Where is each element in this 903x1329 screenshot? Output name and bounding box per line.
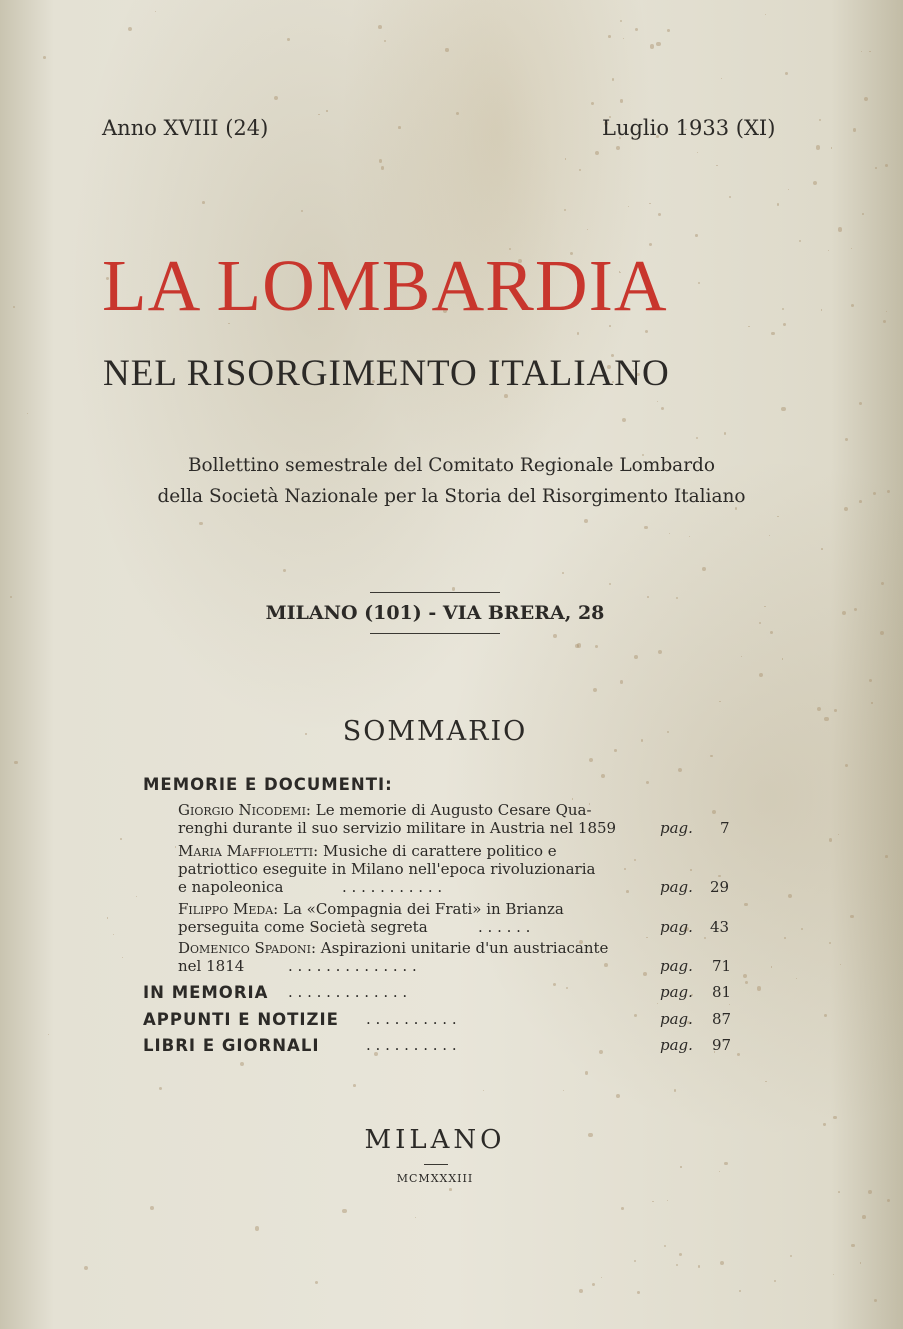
toc-page-label: pag. [660, 918, 693, 936]
foxing-speck [833, 1274, 834, 1275]
foxing-speck [155, 11, 156, 12]
foxing-speck [622, 418, 626, 422]
foxing-speck [553, 983, 556, 986]
foxing-speck [853, 128, 857, 132]
foxing-speck [781, 407, 785, 411]
foxing-speck [575, 644, 579, 648]
foxing-speck [757, 986, 761, 990]
foxing-speck [886, 311, 887, 312]
toc-entry-2-line-1 [178, 842, 557, 860]
toc-page-number: 87 [712, 1010, 732, 1028]
foxing-speck [48, 1034, 49, 1035]
foxing-speck [593, 688, 597, 692]
foxing-speck [729, 1004, 730, 1005]
foxing-speck [620, 20, 622, 22]
foxing-speck [315, 1281, 318, 1284]
foxing-speck [674, 1089, 676, 1091]
foxing-speck [664, 1245, 666, 1247]
foxing-speck [150, 1206, 154, 1210]
foxing-speck [862, 213, 864, 215]
foxing-speck [669, 533, 670, 534]
foxing-speck [739, 1290, 741, 1292]
foxing-speck [799, 240, 801, 242]
foxing-speck [838, 227, 842, 231]
foxing-speck [885, 855, 888, 858]
foxing-speck [159, 1087, 162, 1090]
issue-annata: Anno XVIII (24) [102, 116, 269, 140]
foxing-speck [452, 587, 456, 591]
foxing-speck [643, 972, 647, 976]
foxing-speck [771, 966, 772, 967]
foxing-speck [620, 680, 624, 684]
foxing-speck [782, 658, 784, 660]
foxing-speck [724, 1162, 727, 1165]
foxing-speck [845, 764, 848, 767]
foxing-speck [790, 1255, 792, 1257]
foxing-speck [729, 196, 731, 198]
foxing-speck [828, 250, 829, 251]
foxing-speck [861, 51, 862, 52]
foxing-speck [10, 596, 12, 598]
foxing-speck [788, 189, 789, 190]
foxing-speck [13, 306, 15, 308]
foxing-speck [591, 102, 594, 105]
foxing-speck [869, 679, 872, 682]
toc-entry-text: : La «Compagnia dei Frati» in Brianza [273, 900, 564, 918]
foxing-speck [646, 781, 649, 784]
foxing-speck [813, 181, 817, 185]
foxing-speck [667, 29, 670, 32]
foxing-speck [456, 112, 459, 115]
foxing-speck [667, 1200, 668, 1201]
foxing-speck [741, 656, 742, 657]
foxing-speck [634, 859, 637, 862]
toc-entry-4-line-1 [178, 939, 608, 957]
toc-page-label: pag. [660, 819, 693, 837]
foxing-speck [801, 928, 803, 930]
toc-entry-3-line-2: perseguita come Società segreta [178, 918, 428, 936]
foxing-speck [635, 28, 638, 31]
foxing-speck [851, 248, 852, 249]
foxing-speck [698, 1265, 701, 1268]
foxing-speck [817, 707, 821, 711]
foxing-speck [646, 937, 647, 938]
foxing-speck [796, 978, 797, 979]
foxing-speck [579, 169, 581, 171]
publisher-address: MILANO (101) - VIA BRERA, 28 [265, 602, 605, 624]
foxing-speck [845, 438, 848, 441]
foxing-speck [601, 774, 605, 778]
foxing-speck [718, 875, 720, 877]
foxing-speck [838, 834, 839, 835]
foxing-speck [875, 167, 877, 169]
toc-section-appunti: APPUNTI E NOTIZIE [143, 1010, 339, 1029]
toc-entry-text: : Aspirazioni unitarie d'un austriacante [310, 939, 609, 957]
foxing-speck [719, 701, 720, 702]
foxing-speck [624, 868, 626, 870]
foxing-speck [27, 413, 28, 414]
foxing-speck [579, 1289, 583, 1293]
foxing-speck [689, 536, 690, 537]
foxing-speck [871, 702, 872, 703]
toc-section-libri: LIBRI E GIORNALI [143, 1036, 320, 1055]
foxing-speck [844, 507, 848, 511]
foxing-speck [859, 402, 862, 405]
foxing-speck [120, 838, 122, 840]
foxing-speck [202, 201, 205, 204]
toc-entry-author: Maria Maffioletti [178, 842, 314, 860]
foxing-speck [616, 146, 620, 150]
foxing-speck [759, 673, 763, 677]
foxing-speck [563, 1090, 564, 1091]
foxing-speck [860, 1262, 861, 1263]
foxing-speck [612, 78, 615, 81]
foxing-speck [744, 903, 747, 906]
foxing-speck [577, 332, 579, 334]
foxing-speck [623, 38, 624, 39]
foxing-speck [326, 110, 327, 111]
foxing-speck [381, 166, 384, 169]
foxing-speck [634, 1260, 636, 1262]
toc-page-number: 29 [710, 878, 730, 896]
foxing-speck [658, 650, 662, 654]
foxing-speck [128, 27, 132, 31]
foxing-speck [710, 755, 712, 757]
foxing-speck [690, 869, 691, 870]
foxing-speck [564, 209, 566, 211]
foxing-speck [645, 330, 648, 333]
foxing-speck [771, 332, 775, 336]
foxing-speck [601, 1277, 602, 1278]
foxing-speck [679, 1253, 682, 1256]
toc-page-number: 81 [712, 983, 732, 1001]
foxing-speck [107, 917, 108, 918]
foxing-speck [565, 158, 566, 159]
foxing-speck [644, 526, 648, 530]
toc-leader-dots: . . . . . . . . . . . . . . [288, 957, 417, 975]
footer-rule [424, 1164, 448, 1165]
toc-entry-1-line-2: renghi durante il suo servizio militare in Austria nel 1859 [178, 819, 617, 837]
foxing-speck [695, 234, 698, 237]
foxing-speck [862, 1215, 866, 1219]
foxing-speck [584, 519, 588, 523]
divider-bottom [370, 633, 500, 634]
foxing-speck [449, 1188, 452, 1191]
foxing-speck [608, 35, 611, 38]
toc-page-number: 97 [712, 1036, 732, 1054]
foxing-speck [84, 1266, 88, 1270]
toc-page-number: 71 [712, 957, 732, 975]
foxing-speck [14, 761, 17, 764]
foxing-speck [592, 1283, 595, 1286]
foxing-speck [634, 655, 638, 659]
foxing-speck [770, 631, 773, 634]
foxing-speck [656, 42, 660, 46]
foxing-speck [864, 97, 868, 101]
toc-entry-text: : Musiche di carattere politico e [313, 842, 557, 860]
toc-entry-author: Filippo Meda [178, 900, 274, 918]
foxing-speck [712, 810, 716, 814]
foxing-speck [833, 1116, 837, 1120]
sommario-heading: SOMMARIO [342, 716, 528, 747]
foxing-speck [175, 846, 176, 847]
foxing-speck [122, 957, 123, 958]
foxing-speck [595, 645, 598, 648]
foxing-speck [824, 1014, 827, 1017]
toc-entry-3-line-1 [178, 900, 564, 918]
foxing-speck [783, 323, 786, 326]
toc-leader-dots: . . . . . . [478, 918, 531, 936]
foxing-speck [199, 522, 203, 526]
toc-leader-dots: . . . . . . . . . . [366, 1010, 457, 1028]
foxing-speck [678, 768, 682, 772]
toc-leader-dots: . . . . . . . . . . . . . [288, 983, 408, 1001]
foxing-speck [566, 987, 568, 989]
toc-page-label: pag. [660, 983, 693, 1001]
foxing-speck [384, 40, 386, 42]
foxing-speck [255, 1226, 259, 1230]
foxing-speck [658, 213, 661, 216]
foxing-speck [697, 152, 698, 153]
foxing-speck [398, 126, 401, 129]
foxing-speck [840, 964, 841, 965]
foxing-speck [777, 203, 780, 206]
foxing-speck [765, 14, 766, 15]
foxing-speck [881, 582, 884, 585]
foxing-speck [769, 535, 771, 537]
foxing-speck [621, 1207, 624, 1210]
foxing-speck [445, 48, 448, 51]
foxing-speck [816, 145, 820, 149]
toc-page-number: 43 [710, 918, 730, 936]
foxing-speck [483, 1090, 485, 1092]
foxing-speck [274, 96, 278, 100]
foxing-speck [735, 507, 738, 510]
foxing-speck [637, 1291, 640, 1294]
foxing-speck [652, 1201, 654, 1203]
toc-page-label: pag. [660, 878, 693, 896]
toc-page-label: pag. [660, 1010, 693, 1028]
foxing-speck [353, 1084, 356, 1087]
divider-top [370, 592, 500, 593]
foxing-speck [283, 569, 286, 572]
foxing-speck [704, 937, 706, 939]
foxing-speck [765, 1081, 767, 1083]
foxing-speck [819, 119, 821, 121]
toc-entry-2-line-2: patriottico eseguite in Milano nell'epoca rivoluzionaria [178, 860, 596, 878]
foxing-speck [851, 304, 854, 307]
foxing-speck [609, 583, 611, 585]
footer-year: MCMXXXIII [396, 1172, 474, 1185]
foxing-speck [620, 99, 624, 103]
foxing-speck [589, 758, 593, 762]
foxing-speck [851, 1244, 854, 1247]
foxing-speck [318, 114, 320, 116]
foxing-speck [585, 1071, 589, 1075]
foxing-speck [782, 308, 784, 310]
foxing-speck [720, 1261, 724, 1265]
foxing-speck [774, 1280, 776, 1282]
foxing-speck [702, 567, 706, 571]
foxing-speck [869, 51, 871, 53]
foxing-speck [831, 147, 833, 149]
foxing-speck [748, 326, 750, 328]
journal-title: LA LOMBARDIA [102, 245, 668, 326]
foxing-speck [777, 516, 779, 518]
foxing-speck [301, 210, 303, 212]
foxing-speck [721, 78, 722, 79]
foxing-speck [838, 1191, 840, 1193]
foxing-speck [553, 634, 557, 638]
foxing-speck [650, 44, 654, 48]
foxing-speck [676, 1264, 678, 1266]
bollettino-line-1: Bollettino semestrale del Comitato Regionale Lombardo [187, 455, 716, 476]
foxing-speck [676, 597, 678, 599]
foxing-speck [587, 229, 588, 230]
foxing-speck [829, 942, 831, 944]
toc-page-label: pag. [660, 1036, 693, 1054]
toc-entry-2-line-3: e napoleonica [178, 878, 284, 896]
foxing-speck [874, 1299, 877, 1302]
foxing-speck [647, 596, 649, 598]
foxing-speck [850, 915, 854, 919]
foxing-speck [415, 1217, 416, 1218]
journal-subtitle: NEL RISORGIMENTO ITALIANO [103, 353, 670, 394]
toc-entry-author: Giorgio Nicodemi [178, 801, 306, 819]
foxing-speck [604, 963, 608, 967]
foxing-speck [628, 206, 629, 207]
foxing-speck [745, 981, 748, 984]
toc-page-label: pag. [660, 957, 693, 975]
foxing-speck [342, 1209, 346, 1213]
foxing-speck [785, 72, 788, 75]
foxing-speck [661, 407, 664, 410]
issue-date: Luglio 1933 (XI) [602, 116, 776, 140]
foxing-speck [680, 1166, 681, 1167]
foxing-speck [43, 56, 46, 59]
toc-leader-dots: . . . . . . . . . . . [342, 878, 443, 896]
foxing-speck [821, 548, 823, 550]
foxing-speck [698, 282, 700, 284]
foxing-speck [595, 151, 599, 155]
foxing-speck [626, 890, 629, 893]
foxing-speck [784, 937, 786, 939]
foxing-speck [599, 1050, 603, 1054]
foxing-speck [136, 896, 137, 897]
foxing-speck [616, 1094, 620, 1098]
foxing-speck [821, 309, 822, 310]
toc-entry-4-line-2: nel 1814 [178, 957, 245, 975]
foxing-speck [614, 749, 617, 752]
foxing-speck [868, 1190, 872, 1194]
foxing-speck [657, 401, 658, 402]
foxing-speck [716, 165, 717, 166]
foxing-speck [737, 1053, 740, 1056]
foxing-speck [834, 709, 837, 712]
toc-entry-author: Domenico Spadoni [178, 939, 311, 957]
toc-entry-text: : Le memorie di Augusto Cesare Qua- [305, 801, 592, 819]
toc-entry-1-line-1 [178, 801, 592, 819]
foxing-speck [657, 1003, 658, 1004]
foxing-speck [379, 159, 382, 162]
foxing-speck [634, 1014, 637, 1017]
foxing-speck [883, 320, 886, 323]
foxing-speck [649, 203, 651, 205]
foxing-speck [885, 164, 888, 167]
foxing-speck [378, 25, 382, 29]
toc-section-memorie: MEMORIE E DOCUMENTI: [143, 775, 393, 794]
bollettino-line-2: della Società Nazionale per la Storia del Risorgimento Italiano [157, 486, 746, 507]
foxing-speck [113, 934, 114, 935]
toc-page-number: 7 [720, 819, 730, 837]
toc-leader-dots: . . . . . . . . . . [366, 1036, 457, 1054]
footer-city: MILANO [364, 1125, 506, 1155]
foxing-speck [696, 437, 698, 439]
foxing-speck [880, 631, 884, 635]
foxing-speck [240, 1062, 244, 1066]
toc-section-in-memoria: IN MEMORIA [143, 983, 269, 1002]
foxing-speck [287, 38, 290, 41]
foxing-speck [724, 432, 727, 435]
foxing-speck [743, 974, 747, 978]
foxing-speck [829, 838, 832, 841]
foxing-speck [788, 894, 792, 898]
foxing-speck [562, 572, 564, 574]
foxing-speck [572, 798, 573, 799]
foxing-speck [887, 1199, 890, 1202]
